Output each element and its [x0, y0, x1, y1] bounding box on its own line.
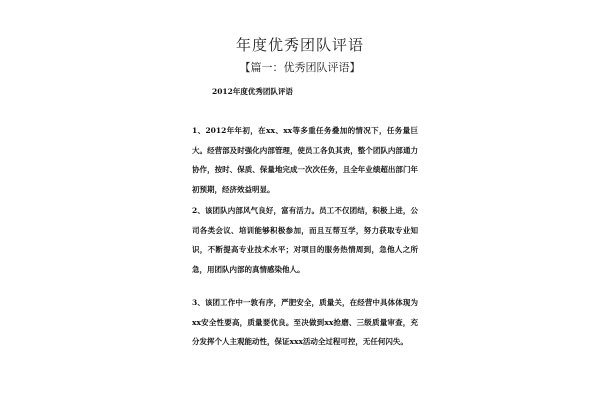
paragraph-1: 1、2012年年初，在xx、xx等多重任务叠加的情况下，任务量巨大。经营部及时强化内部管理，使员工各负其责，整个团队内部通力协作，按时、保质、保量地完成一次次任务，且全年业绩超出部门年初预期，经济效益明显。	[192, 126, 418, 194]
section-heading: 2012年度优秀团队评语	[212, 87, 293, 96]
paragraph-3: 3、该团工作中一敦有序，严肥安全，质量关，在经营中具体体现为xx安全性要高，质量要优良。至决做到xx抢磨、三级质量审查，充分发挥个人主观能动性，保证xxx活动全过程可控，无任何闪失。	[192, 298, 418, 346]
document-title: 年度优秀团队评语	[235, 36, 364, 54]
document-subtitle: 【篇一：优秀团队评语】	[239, 61, 361, 74]
paragraph-2: 2、该团队内部风气良好，富有活力。员工不仅团结，积极上进，公司各类会议、培训能够积极参加，而且互帮互学，努力获取专业知识，不断提高专业技术水平；对项目的服务热情周到，急他人之所急，用团队内部的真情感染他人。	[192, 206, 418, 274]
